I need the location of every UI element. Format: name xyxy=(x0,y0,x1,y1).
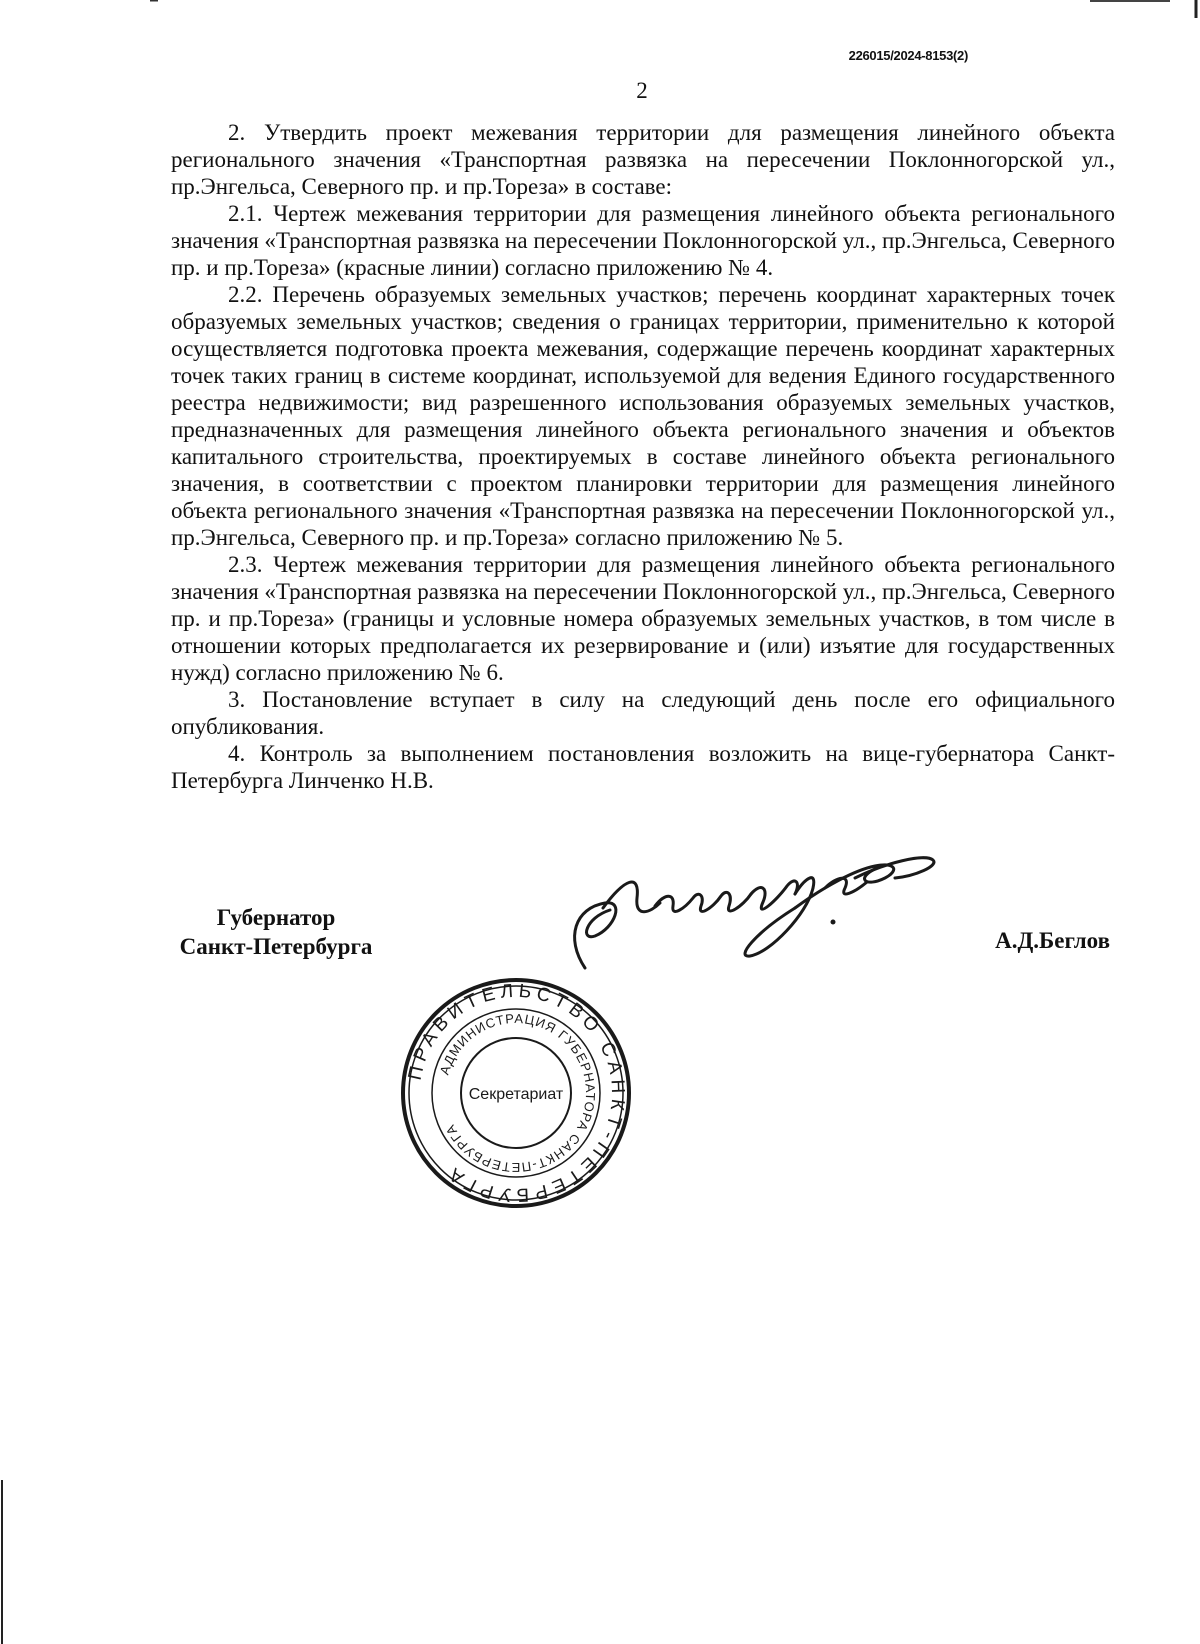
paragraph-2-2: 2.2. Перечень образуемых земельных участков; перечень координат характерных точек образуемых земельных участков; сведения о границах территории, применительно к которой осуществляется подготовка проекта межевания, содержащие перечень координат характерных точек таких границ в системе координат, используемой для ведения Единого государственного реестра недвижимости; вид разрешенного использования образуемых земельных участков, предназначенных для размещения линейного объекта регионального значения и объектов капитального строительства, проектируемых в составе линейного объекта регионального значения, в соответствии с проектом планировки территории для размещения линейного объекта регионального значения «Транспортная развязка на пересечении Поклонногорской ул., пр.Энгельса, Северного пр. и пр.Тореза» согласно приложению № 5. xyxy=(171,282,1115,550)
paragraph-4: 4. Контроль за выполнением постановления возложить на вице-губернатора Санкт-Петербурга Линченко Н.В. xyxy=(171,741,1115,793)
seal-center-text: Секретариат xyxy=(468,1086,564,1103)
document-number: 226015/2024-8153(2) xyxy=(848,48,968,63)
page-number: 2 xyxy=(636,78,648,103)
paragraph-2: 2. Утвердить проект межевания территории для размещения линейного объекта регионального значения «Транспортная развязка на пересечении Поклонногорской ул., пр.Энгельса, Северного пр. и пр.Тореза» в составе: xyxy=(171,120,1115,199)
paragraph-2-3: 2.3. Чертеж межевания территории для размещения линейного объекта регионального значения «Транспортная развязка на пересечении Поклонногорской ул., пр.Энгельса, Северного пр. и пр.Тореза» (границы и условные номера образуемых земельных участков, в том числе в отношении которых предполагается их резервирование и (или) изъятие для государственных нужд) согласно приложению № 6. xyxy=(171,552,1115,685)
official-seal-stamp xyxy=(398,975,634,1211)
resolution-body xyxy=(171,119,1115,794)
seal-inner-text: АДМИНИСТРАЦИЯ ГУБЕРНАТОРА САНКТ-ПЕТЕРБУРГА xyxy=(436,1010,599,1176)
handwritten-signature xyxy=(555,848,945,973)
signatory-name: А.Д.Беглов xyxy=(995,928,1110,953)
paragraph-3: 3. Постановление вступает в силу на следующий день после его официального опубликования. xyxy=(171,687,1115,739)
signatory-title xyxy=(171,903,381,961)
signatory-title-line2: Санкт-Петербурга xyxy=(179,934,373,959)
signatory-title-line1: Губернатор xyxy=(216,905,336,930)
paragraph-2-1: 2.1. Чертеж межевания территории для размещения линейного объекта регионального значения «Транспортная развязка на пересечении Поклонногорской ул., пр.Энгельса, Северного пр. и пр.Тореза» (красные линии) согласно приложению № 4. xyxy=(171,201,1115,280)
seal-outer-text: ПРАВИТЕЛЬСТВО САНКТ-ПЕТЕРБУРГА xyxy=(404,980,629,1206)
